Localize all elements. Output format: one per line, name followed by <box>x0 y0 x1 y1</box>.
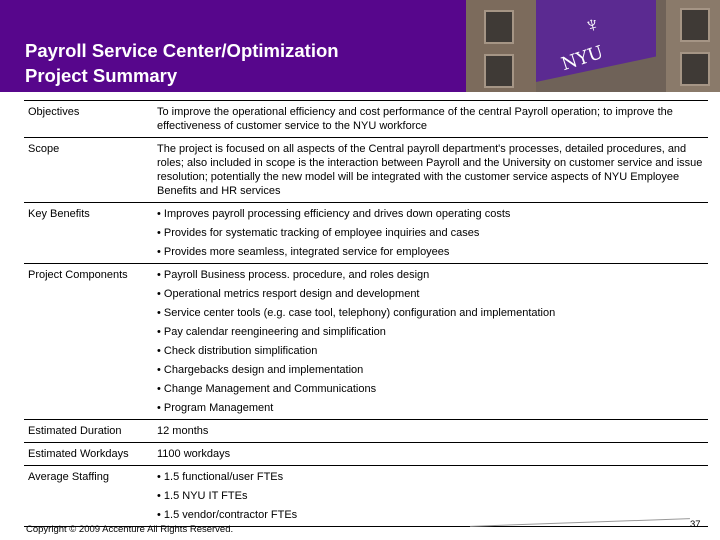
nyu-flag-photo <box>466 0 720 92</box>
summary-table-container <box>24 100 708 527</box>
page-number: 37 <box>690 519 701 530</box>
bullet-item: • Improves payroll processing efficiency and drives down operating costs <box>157 208 511 220</box>
bullet-item: • Operational metrics resport design and development <box>157 288 420 300</box>
row-label: Scope <box>24 138 151 203</box>
row-description <box>151 203 708 264</box>
bullet-item: • Change Management and Communications <box>157 383 377 395</box>
bullet-item: • Payroll Business process. procedure, and roles design <box>157 269 430 281</box>
bullet-item: • Service center tools (e.g. case tool, telephony) configuration and implementation <box>157 307 556 319</box>
building-window <box>484 10 514 44</box>
page-title-line-1: Payroll Service Center/Optimization <box>25 40 339 61</box>
bullet-item: • Check distribution simplification <box>157 345 318 357</box>
title-banner <box>0 0 720 92</box>
row-description <box>151 264 708 420</box>
building-window <box>680 8 710 42</box>
bullet-item: • Provides for systematic tracking of employee inquiries and cases <box>157 227 480 239</box>
summary-table <box>24 100 708 527</box>
bullet-item: • 1.5 functional/user FTEs <box>157 471 284 483</box>
row-description <box>151 466 708 527</box>
row-description: To improve the operational efficiency and cost performance of the central Payroll operation; to improve the effectiveness of customer service to the NYU workforce <box>151 101 708 138</box>
summary-table-body <box>24 101 708 527</box>
table-row <box>24 466 708 527</box>
page-title-line-2: Project Summary <box>25 65 178 86</box>
row-description: The project is focused on all aspects of the Central payroll department's processes, detailed procedures, and roles; also included in scope is the interaction between Payroll and the University on customer service and issue resolution; potentially the new model will be integrated with the customer service aspects of NYU Employee Benefits and HR services <box>151 138 708 203</box>
copyright-footer: Copyright © 2009 Accenture All Rights Reserved. <box>26 524 234 535</box>
row-label: Key Benefits <box>24 203 151 264</box>
row-description: 1100 workdays <box>151 443 708 466</box>
nyu-flag-text: NYU <box>558 41 607 76</box>
table-row <box>24 264 708 420</box>
table-row <box>24 138 708 203</box>
bullet-item: • Chargebacks design and implementation <box>157 364 364 376</box>
bullet-item: • Provides more seamless, integrated service for employees <box>157 246 450 258</box>
bullet-item: • 1.5 vendor/contractor FTEs <box>157 509 298 521</box>
table-row <box>24 420 708 443</box>
table-row <box>24 203 708 264</box>
bullet-item: • Program Management <box>157 402 274 414</box>
row-label: Project Components <box>24 264 151 420</box>
table-row <box>24 101 708 138</box>
page-title <box>25 38 339 88</box>
row-label: Estimated Workdays <box>24 443 151 466</box>
bullet-item: • Pay calendar reengineering and simplification <box>157 326 386 338</box>
row-label: Objectives <box>24 101 151 138</box>
bullet-item: • 1.5 NYU IT FTEs <box>157 490 248 502</box>
row-description: 12 months <box>151 420 708 443</box>
torch-icon: ♆ <box>581 10 604 39</box>
building-window <box>484 54 514 88</box>
row-label: Estimated Duration <box>24 420 151 443</box>
row-label: Average Staffing <box>24 466 151 527</box>
table-row <box>24 443 708 466</box>
building-window <box>680 52 710 86</box>
